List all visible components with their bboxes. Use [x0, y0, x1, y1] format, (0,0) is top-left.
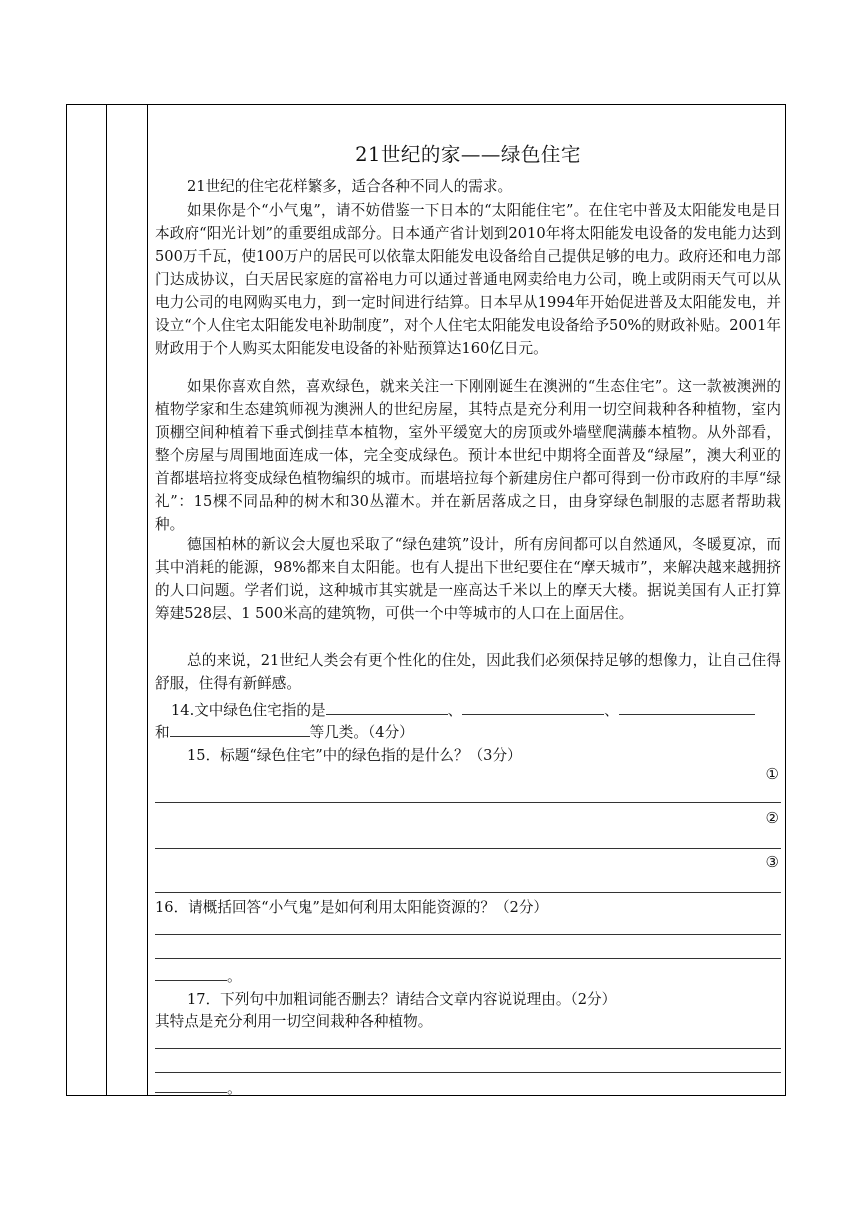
question-17-sentence: 其特点是充分利用一切空间栽种各种植物。: [155, 1013, 433, 1030]
paragraph-4: 德国柏林的新议会大厦也采取了“绿色建筑”设计，所有房间都可以自然通风，冬暖夏凉，而其中消耗的能源，98%都来自太阳能。也有人提出下世纪要住在“摩天城市”，来解决越来越拥挤的人口问题。学者们说，这种城市其实就是一座高达千米以上的摩天大楼。据说美国有人正打算筹建528层、1 500米高的建筑物，可供一个中等城市的人口在上面居住。: [155, 536, 781, 622]
question-14-line-2: [155, 721, 781, 744]
answer-line[interactable]: [155, 1072, 781, 1073]
answer-tail: [155, 965, 781, 988]
question-15: 15．标题“绿色住宅”中的绿色指的是什么？（3分）: [187, 747, 522, 764]
question-14: [155, 699, 781, 722]
paragraph-3: 如果你喜欢自然，喜欢绿色，就来关注一下刚刚诞生在澳洲的“生态住宅”。这一款被澳洲的植物学家和生态建筑师视为澳洲人的世纪房屋，其特点是充分利用一切空间栽种各种植物，室内顶棚空间种植着下垂式倒挂草本植物，室外平缓宽大的房顶或外墙壁爬满藤本植物。从外部看，整个房屋与周围地面连成一体，完全变成绿色。预计本世纪中期将全面普及“绿屋”，澳大利亚的首都堪培拉将变成绿色植物编织的城市。而堪培拉每个新建房住户都可得到一份市政府的丰厚“绿礼”：15棵不同品种的树木和30丛灌木。并在新居落成之日，由身穿绿色制服的志愿者帮助栽种。: [155, 378, 781, 533]
answer-blank[interactable]: [619, 699, 755, 715]
question-17: 17．下列句中加粗词能否删去？请结合文章内容说说理由。（2分）: [187, 991, 617, 1008]
answer-blank[interactable]: [155, 965, 227, 981]
separator: 、: [447, 702, 463, 719]
column-divider: [147, 105, 148, 1095]
answer-mark-1: ①: [765, 765, 779, 783]
separator: 、: [604, 702, 619, 719]
question-14-text: 14.文中绿色住宅指的是: [171, 702, 326, 719]
answer-line[interactable]: [155, 958, 781, 959]
answer-blank[interactable]: [170, 721, 310, 737]
answer-blank[interactable]: [326, 699, 448, 715]
paragraph-5: 总的来说，21世纪人类会有更个性化的住处，因此我们必须保持足够的想像力，让自己住得舒服，住得有新鲜感。: [155, 652, 781, 692]
answer-line[interactable]: [155, 934, 781, 935]
question-16: 16．请概括回答“小气鬼”是如何利用太阳能资源的？（2分）: [155, 899, 549, 916]
column-divider: [106, 105, 107, 1095]
answer-line[interactable]: [155, 892, 781, 893]
answer-mark-3: ③: [765, 853, 779, 871]
content-area: [155, 105, 781, 1095]
period: 。: [227, 968, 242, 985]
period: 。: [227, 1080, 242, 1097]
question-14-end: 等几类。（4分）: [309, 724, 414, 741]
conjunction: 和: [155, 724, 170, 741]
answer-line[interactable]: [155, 802, 781, 803]
answer-line[interactable]: [155, 1048, 781, 1049]
article-title: 21世纪的家——绿色住宅: [355, 143, 581, 166]
answer-line[interactable]: [155, 848, 781, 849]
paragraph-1: 21世纪的住宅花样繁多，适合各种不同人的需求。: [187, 178, 513, 195]
worksheet-frame: [66, 104, 786, 1096]
answer-mark-2: ②: [765, 809, 779, 827]
paragraph-2: 如果你是个“小气鬼”，请不妨借鉴一下日本的“太阳能住宅”。在住宅中普及太阳能发电是日本政府“阳光计划”的重要组成部分。日本通产省计划到2010年将太阳能发电设备的发电能力达到500万千瓦，使100万户的居民可以依靠太阳能发电设备给自己提供足够的电力。政府还和电力部门达成协议，白天居民家庭的富裕电力可以通过普通电网卖给电力公司，晚上或阴雨天气可以从电力公司的电网购买电力，到一定时间进行结算。日本早从1994年开始促进普及太阳能发电，并设立“个人住宅太阳能发电补助制度”，对个人住宅太阳能发电设备给予50%的财政补贴。2001年财政用于个人购买太阳能发电设备的补贴预算达160亿日元。: [155, 202, 781, 357]
answer-blank[interactable]: [462, 699, 604, 715]
answer-tail: [155, 1077, 781, 1100]
answer-blank[interactable]: [155, 1077, 227, 1093]
